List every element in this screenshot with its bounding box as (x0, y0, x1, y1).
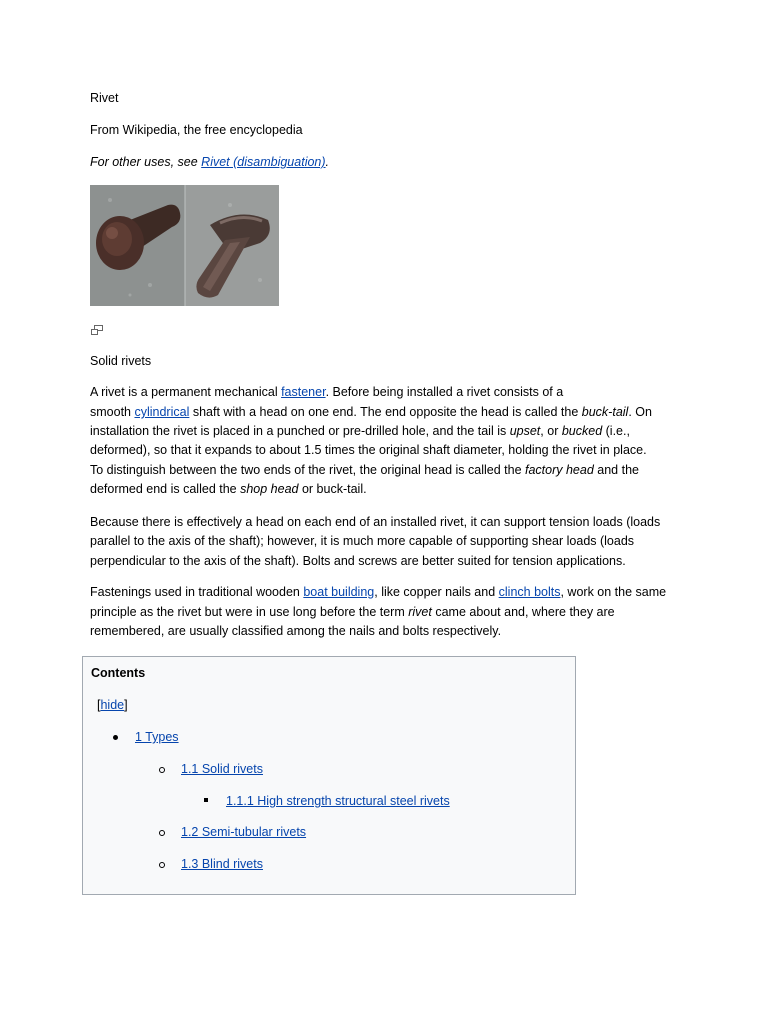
text-span: shaft with a head on one end. The end opposite the head is called the (189, 405, 582, 419)
text-span: . On (628, 405, 652, 419)
italic-term: buck-tail (581, 405, 629, 419)
p2-line-1: Because there is effectively a head on each end of an installed rivet, it can support tension loads (loads (90, 515, 661, 529)
text-span: deformed end is called the (90, 482, 241, 496)
table-of-contents (82, 656, 576, 895)
text-span: came about and, where they are (431, 605, 615, 619)
text-span: , or (540, 424, 562, 438)
bracket: [ (97, 698, 101, 712)
italic-term: bucked (561, 424, 603, 438)
text-span: . Before being installed a rivet consists of a (325, 385, 564, 399)
p2-line-3: perpendicular to the axis of the shaft). Bolts and screws are better suited for tension applications. (90, 554, 626, 568)
text-span: or buck-tail. (298, 482, 367, 496)
text-span: A rivet is a permanent mechanical (90, 385, 282, 399)
source-line: From Wikipedia, the free encyclopedia (90, 123, 303, 137)
italic-term: rivet (408, 605, 432, 619)
italic-term: factory head (525, 463, 594, 477)
bullet-circle-icon (159, 767, 165, 773)
bullet-circle-icon (159, 830, 165, 836)
fastener-link[interactable]: fastener (281, 385, 326, 399)
hatnote-suffix: . (325, 155, 330, 169)
p1-line-4: deformed), so that it expands to about 1.5 times the original shaft diameter, holding the rivet in place. (90, 443, 647, 457)
clinch-bolts-link[interactable]: clinch bolts (498, 585, 561, 599)
text-span: principle as the rivet but were in use long before the term (90, 605, 409, 619)
italic-term: upset (509, 424, 541, 438)
p2-line-2: parallel to the axis of the shaft); however, it is much more capable of supporting shear loads (loads (90, 534, 635, 548)
toc-item-types[interactable]: 1 Types (135, 730, 179, 744)
p1-line-3 (90, 422, 630, 441)
text-span: smooth (90, 405, 135, 419)
cylindrical-link[interactable]: cylindrical (134, 405, 190, 419)
p3-line-1 (90, 583, 666, 602)
toc-title: Contents (91, 666, 146, 680)
toc-item-structural-steel-rivets[interactable]: 1.1.1 High strength structural steel rivets (226, 794, 450, 808)
p1-line-1 (90, 383, 563, 402)
p1-line-6 (90, 480, 367, 499)
bullet-square-icon (204, 798, 208, 802)
p1-line-5 (90, 461, 639, 480)
toc-item-blind-rivets[interactable]: 1.3 Blind rivets (181, 857, 263, 871)
article-title: Rivet (90, 91, 119, 105)
text-span: installation the rivet is placed in a punched or pre-drilled hole, and the tail is (90, 424, 510, 438)
hatnote-prefix: For other uses, see (90, 155, 202, 169)
bracket: ] (124, 698, 128, 712)
p3-line-2 (90, 603, 615, 622)
p3-line-3: remembered, are usually classified among the nails and bolts respectively. (90, 624, 502, 638)
text-span: , work on the same (560, 585, 667, 599)
hatnote (90, 153, 329, 172)
enlarge-icon[interactable] (90, 324, 104, 336)
text-span: Fastenings used in traditional wooden (90, 585, 304, 599)
toc-toggle (97, 696, 128, 714)
toc-item-solid-rivets[interactable]: 1.1 Solid rivets (181, 762, 263, 776)
text-span: (i.e., (602, 424, 630, 438)
bullet-circle-icon (159, 862, 165, 868)
rivet-photo[interactable] (90, 185, 279, 306)
text-span: , like copper nails and (374, 585, 499, 599)
text-span: and the (593, 463, 639, 477)
boat-building-link[interactable]: boat building (303, 585, 375, 599)
toc-hide-link[interactable]: hide (100, 698, 125, 712)
image-caption: Solid rivets (90, 354, 152, 368)
toc-item-semi-tubular-rivets[interactable]: 1.2 Semi-tubular rivets (181, 825, 307, 839)
p1-line-2 (90, 403, 652, 422)
bullet-disc-icon (113, 735, 118, 740)
disambiguation-link[interactable]: Rivet (disambiguation) (201, 155, 326, 169)
text-span: To distinguish between the two ends of the rivet, the original head is called the (90, 463, 525, 477)
italic-term: shop head (240, 482, 299, 496)
